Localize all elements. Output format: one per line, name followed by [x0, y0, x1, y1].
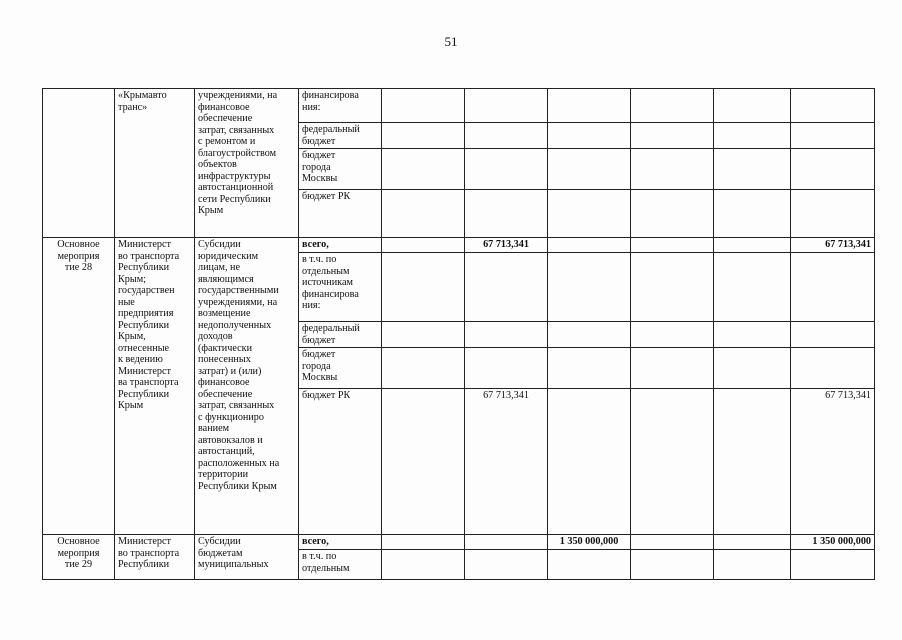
total-label: всего, — [299, 238, 382, 253]
value-cell — [465, 253, 548, 322]
value-cell — [631, 348, 714, 389]
value-cell — [714, 123, 791, 149]
table-row — [43, 238, 875, 253]
table-row — [43, 89, 875, 123]
value-cell — [382, 322, 465, 348]
source-label: в т.ч. по отдельным источникам финансирова ния: — [299, 253, 382, 322]
value-cell — [714, 238, 791, 253]
value-cell — [548, 89, 631, 123]
value-cell — [631, 253, 714, 322]
source-label: бюджет города Москвы — [299, 149, 382, 190]
value-cell — [382, 238, 465, 253]
description-cell: Субсидии бюджетам муниципальных — [195, 535, 299, 580]
source-label: финансирова ния: — [299, 89, 382, 123]
value-cell — [631, 322, 714, 348]
value-cell — [382, 535, 465, 550]
rk-sum: 67 713,341 — [791, 389, 875, 535]
value-cell — [714, 348, 791, 389]
value-cell — [631, 238, 714, 253]
value-cell — [791, 322, 875, 348]
source-label: бюджет города Москвы — [299, 348, 382, 389]
value-cell — [548, 123, 631, 149]
value-cell — [465, 535, 548, 550]
value-cell — [791, 348, 875, 389]
value-cell — [631, 149, 714, 190]
value-cell — [465, 123, 548, 149]
value-cell — [714, 149, 791, 190]
value-cell — [791, 89, 875, 123]
source-label: бюджет РК — [299, 389, 382, 535]
description-cell: учреждениями, на финансовое обеспечение затрат, связанных с ремонтом и благоустройством объектов инфраструктуры автостанционной сети Республики Крым — [195, 89, 299, 238]
total-sum: 1 350 000,000 — [791, 535, 875, 550]
value-cell — [465, 348, 548, 389]
description-cell: Субсидии юридическим лицам, не являющимся государственными учреждениями, на возмещение недополученных доходов (фактически понесенных затрат) и (или) финансовое обеспечение затрат, связанных с функциониро ванием автовокзалов и автостанций, расположенных на территории Республики Крым — [195, 238, 299, 535]
value-cell — [548, 322, 631, 348]
value-cell — [714, 535, 791, 550]
value-cell — [714, 550, 791, 580]
total-label: всего, — [299, 535, 382, 550]
value-cell — [791, 123, 875, 149]
value-cell — [631, 535, 714, 550]
value-cell — [465, 190, 548, 238]
value-cell — [382, 89, 465, 123]
value-cell — [548, 238, 631, 253]
event-cell: Основное мероприя тие 29 — [43, 535, 115, 580]
value-cell — [548, 253, 631, 322]
value-cell — [714, 389, 791, 535]
value-cell — [465, 322, 548, 348]
value-cell — [631, 123, 714, 149]
value-cell — [465, 89, 548, 123]
value-cell — [548, 389, 631, 535]
value-cell — [714, 89, 791, 123]
value-cell — [382, 190, 465, 238]
value-cell — [382, 123, 465, 149]
value-cell — [382, 253, 465, 322]
source-label: федеральный бюджет — [299, 123, 382, 149]
value-cell — [631, 190, 714, 238]
executor-cell: Министерст во транспорта Республики — [115, 535, 195, 580]
value-cell — [548, 190, 631, 238]
value-cell — [465, 149, 548, 190]
value-cell — [548, 348, 631, 389]
value-cell — [382, 149, 465, 190]
event-cell — [43, 89, 115, 238]
total-sum: 67 713,341 — [791, 238, 875, 253]
value-cell — [791, 149, 875, 190]
value-cell — [791, 190, 875, 238]
value-cell — [382, 550, 465, 580]
value-cell — [465, 550, 548, 580]
value-cell — [548, 149, 631, 190]
budget-table — [42, 88, 875, 580]
value-cell — [791, 550, 875, 580]
value-cell — [382, 389, 465, 535]
executor-cell: Министерст во транспорта Республики Крым; государствен ные предприятия Республики Крым, отнесенные к ведению Министерст ва транспорта Республики Крым — [115, 238, 195, 535]
rk-value: 67 713,341 — [465, 389, 548, 535]
value-cell — [631, 550, 714, 580]
value-cell — [631, 389, 714, 535]
value-cell — [714, 322, 791, 348]
table-row — [43, 535, 875, 550]
value-cell — [631, 89, 714, 123]
value-cell — [548, 550, 631, 580]
value-cell — [714, 190, 791, 238]
event-cell: Основное мероприя тие 28 — [43, 238, 115, 535]
source-label: федеральный бюджет — [299, 322, 382, 348]
source-label: в т.ч. по отдельным — [299, 550, 382, 580]
value-cell — [382, 348, 465, 389]
value-cell — [714, 253, 791, 322]
executor-cell: «Крымавто транс» — [115, 89, 195, 238]
source-label: бюджет РК — [299, 190, 382, 238]
value-cell — [791, 253, 875, 322]
total-value: 67 713,341 — [465, 238, 548, 253]
total-value: 1 350 000,000 — [548, 535, 631, 550]
page-number: 51 — [444, 34, 458, 49]
